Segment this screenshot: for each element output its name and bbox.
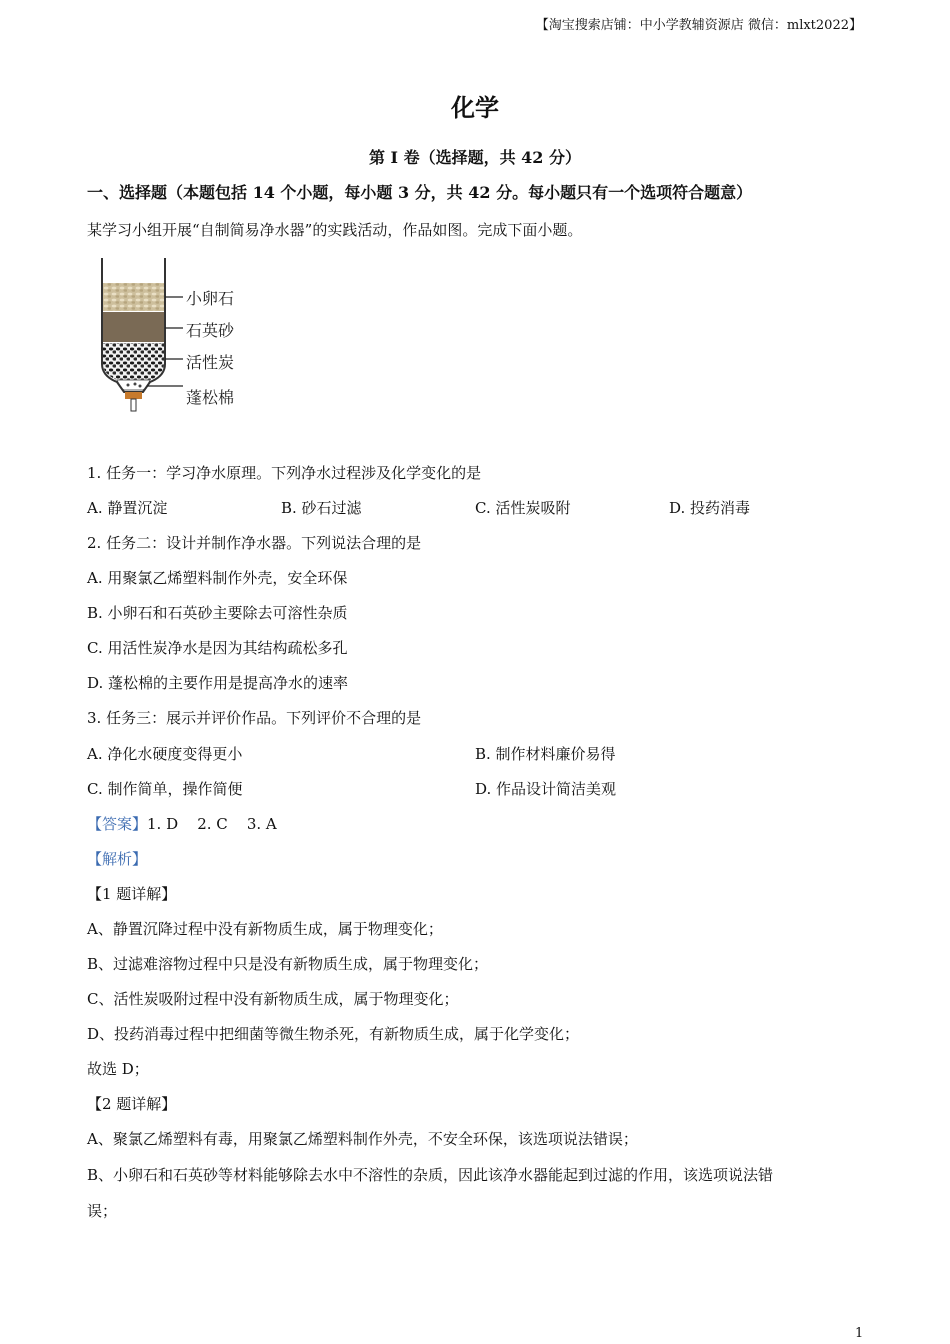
q3-option-c: C. 制作简单，操作简便 — [87, 780, 243, 798]
q3-option-a: A. 净化水硬度变得更小 — [87, 745, 243, 763]
question-1-stem: 1. 任务一：学习净水原理。下列净水过程涉及化学变化的是 — [87, 464, 482, 482]
page-header: 【淘宝搜索店铺：中小学教辅资源店 微信：mlxt2022】 — [535, 18, 862, 33]
detail-2-heading: 【2 题详解】 — [87, 1095, 177, 1113]
q2-option-d: D. 蓬松棉的主要作用是提高净水的速率 — [87, 674, 349, 692]
detail-2-line: B、小卵石和石英砂等材料能够除去水中不溶性的杂质，因此该净水器能起到过滤的作用，该选项说法错 — [87, 1166, 774, 1184]
answer-line — [87, 813, 277, 834]
detail-1-line: D、投药消毒过程中把细菌等微生物杀死，有新物质生成，属于化学变化； — [87, 1025, 580, 1043]
analysis-label: 【解析】 — [87, 850, 148, 868]
question-3-stem: 3. 任务三：展示并评价作品。下列评价不合理的是 — [87, 709, 422, 727]
answer-label: 【答案】 — [87, 815, 148, 833]
detail-1-heading: 【1 题详解】 — [87, 885, 177, 903]
page-number: 1 — [855, 1326, 864, 1341]
q2-option-a: A. 用聚氯乙烯塑料制作外壳，安全环保 — [87, 569, 348, 587]
q1-option-d: D. 投药消毒 — [669, 499, 751, 517]
label-cotton: 蓬松棉 — [186, 388, 235, 407]
detail-2-line: A、聚氯乙烯塑料有毒，用聚氯乙烯塑料制作外壳，不安全环保，该选项说法错误； — [87, 1130, 638, 1148]
q2-option-c: C. 用活性炭净水是因为其结构疏松多孔 — [87, 639, 348, 657]
answer-text: 1. D 2. C 3. A — [147, 815, 277, 833]
q2-option-b: B. 小卵石和石英砂主要除去可溶性杂质 — [87, 604, 348, 622]
detail-1-line: A、静置沉降过程中没有新物质生成，属于物理变化； — [87, 920, 443, 938]
intro-text: 某学习小组开展“自制简易净水器”的实践活动，作品如图。完成下面小题。 — [87, 221, 583, 239]
detail-1-conclusion: 故选 D； — [87, 1060, 149, 1078]
label-activated-carbon: 活性炭 — [186, 353, 235, 372]
detail-1-line: C、活性炭吸附过程中没有新物质生成，属于物理变化； — [87, 990, 459, 1008]
page-title: 化学 — [451, 93, 499, 122]
detail-1-line: B、过滤难溶物过程中只是没有新物质生成，属于物理变化； — [87, 955, 489, 973]
question-2-stem: 2. 任务二：设计并制作净水器。下列说法合理的是 — [87, 534, 422, 552]
section-heading: 一、选择题（本题包括 14 个小题，每小题 3 分，共 42 分。每小题只有一个选项符合题意） — [87, 183, 753, 202]
q1-option-b: B. 砂石过滤 — [281, 499, 362, 517]
q3-option-d: D. 作品设计简洁美观 — [475, 780, 617, 798]
q3-option-b: B. 制作材料廉价易得 — [475, 745, 616, 763]
label-pebbles: 小卵石 — [186, 289, 235, 308]
label-quartz-sand: 石英砂 — [186, 321, 235, 340]
q1-option-c: C. 活性炭吸附 — [475, 499, 571, 517]
q1-option-a: A. 静置沉淀 — [87, 499, 168, 517]
detail-2-line: 误； — [87, 1202, 118, 1220]
part-subtitle: 第 I 卷（选择题，共 42 分） — [368, 148, 582, 167]
